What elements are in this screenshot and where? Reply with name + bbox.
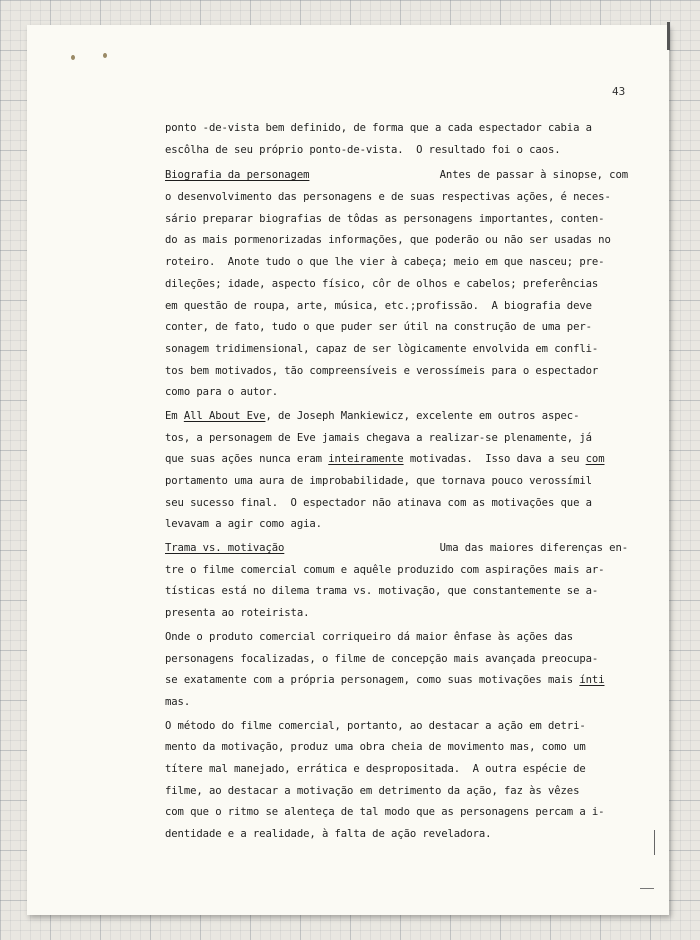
text-line: mento da motivação, produz uma obra cheia de movimento mas, como um xyxy=(165,741,586,754)
text-line xyxy=(165,449,628,471)
staple-mark xyxy=(71,55,75,60)
text-segment: que suas ações nunca eram xyxy=(165,453,329,466)
document-body xyxy=(165,118,628,846)
text-line: Uma das maiores diferenças en- xyxy=(439,542,628,555)
text-line: levavam a agir como agia. xyxy=(165,518,322,531)
text-line: mas. xyxy=(165,695,191,708)
text-line: sário preparar biografias de tôdas as personagens importantes, conten- xyxy=(165,212,605,225)
text-line: com que o ritmo se alenteça de tal modo que as personagens percam a i- xyxy=(165,806,605,819)
text-segment: , de Joseph Mankiewicz, excelente em outros aspec- xyxy=(265,409,580,422)
text-line: personagens focalizadas, o filme de concepção mais avançada preocupa- xyxy=(165,652,599,665)
text-segment: motivadas. Isso dava a seu xyxy=(403,453,586,466)
text-line xyxy=(165,406,628,428)
text-line: dileções; idade, aspecto físico, côr de olhos e cabelos; preferências xyxy=(165,277,599,290)
text-line xyxy=(165,670,628,692)
paragraph xyxy=(165,627,628,714)
section-heading: Trama vs. motivação xyxy=(165,542,285,555)
text-line: conter, de fato, tudo o que puder ser útil na construção de uma per- xyxy=(165,321,592,334)
text-line: escôlha de seu próprio ponto-de-vista. O resultado foi o caos. xyxy=(165,143,561,156)
paragraph xyxy=(165,716,628,846)
text-line: Antes de passar à sinopse, com xyxy=(439,169,628,182)
paragraph xyxy=(165,538,628,625)
text-line: títere mal manejado, errática e despropositada. A outra espécie de xyxy=(165,762,586,775)
section-heading-line xyxy=(165,538,628,560)
text-line: do as mais pormenorizadas informações, que poderão ou não ser usadas no xyxy=(165,234,611,247)
margin-mark xyxy=(654,830,655,855)
film-title: All About Eve xyxy=(183,409,266,422)
section-heading-line xyxy=(165,165,628,187)
paragraph xyxy=(165,406,628,536)
text-segment: Em xyxy=(165,409,184,422)
text-line: roteiro. Anote tudo o que lhe vier à cabeça; meio em que nasceu; pre- xyxy=(165,256,605,269)
text-line: tre o filme comercial comum e aquêle produzido com aspirações mais ar- xyxy=(165,563,605,576)
text-line: ponto -de-vista bem definido, de forma que a cada espectador cabia a xyxy=(165,122,592,134)
text-line: como para o autor. xyxy=(165,386,279,399)
text-line: filme, ao destacar a motivação em detrimento da ação, faz às vêzes xyxy=(165,784,580,797)
text-line: tísticas está no dilema trama vs. motivação, que constantemente se a- xyxy=(165,585,599,598)
page-number: 43 xyxy=(612,85,626,98)
emphasis: com xyxy=(585,453,605,466)
margin-mark xyxy=(640,888,654,889)
text-line: presenta ao roteirista. xyxy=(165,607,310,620)
paragraph xyxy=(165,118,628,161)
staple-mark xyxy=(103,53,107,58)
text-line: Onde o produto comercial corriqueiro dá maior ênfase às ações das xyxy=(165,630,574,643)
text-line: o desenvolvimento das personagens e de suas respectivas ações, é neces- xyxy=(165,191,611,204)
text-line: O método do filme comercial, portanto, ao destacar a ação em detri- xyxy=(165,719,586,732)
page-edge-mark xyxy=(667,22,670,50)
section-heading: Biografia da personagem xyxy=(165,169,310,182)
text-line: tos bem motivados, tão compreensíveis e verossímeis para o espectador xyxy=(165,364,599,377)
text-segment: se exatamente com a própria personagem, como suas motivações mais xyxy=(165,674,580,687)
text-line: portamento uma aura de improbabilidade, que tornava pouco verossímil xyxy=(165,475,592,487)
text-line: seu sucesso final. O espectador não atinava com as motivações que a xyxy=(165,496,592,509)
emphasis: inteiramente xyxy=(328,453,404,466)
text-line: em questão de roupa, arte, música, etc.;profissão. A biografia deve xyxy=(165,299,592,312)
text-line: sonagem tridimensional, capaz de ser lògicamente envolvida em confli- xyxy=(165,342,599,355)
paragraph xyxy=(165,165,628,404)
text-line: dentidade e a realidade, à falta de ação reveladora. xyxy=(165,828,492,840)
text-line: tos, a personagem de Eve jamais chegava a realizar-se plenamente, já xyxy=(165,431,592,444)
emphasis: ínti xyxy=(579,674,605,687)
